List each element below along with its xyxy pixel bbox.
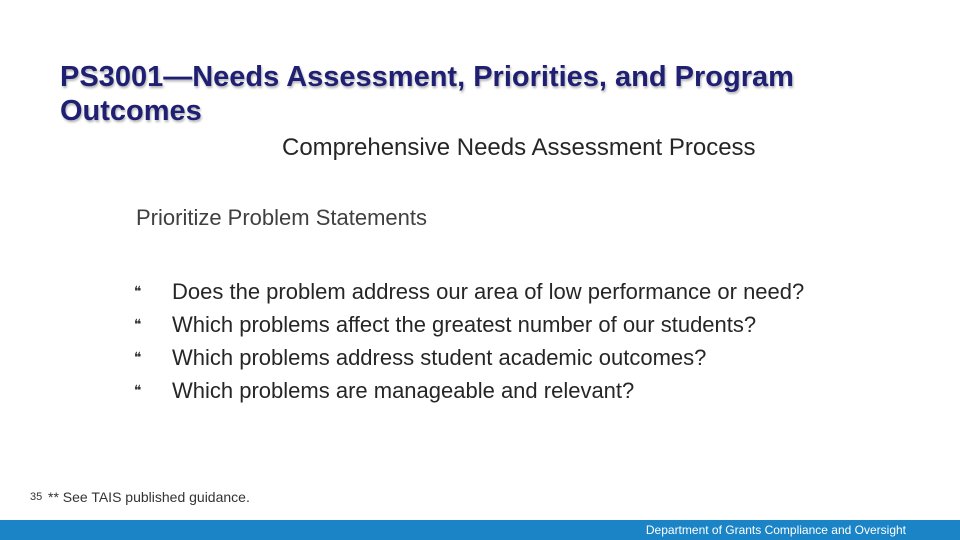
slide-subtitle: Comprehensive Needs Assessment Process	[282, 134, 756, 161]
bullet-list	[134, 275, 824, 407]
footnote: ** See TAIS published guidance.	[48, 489, 250, 505]
quote-bullet-icon: ❝	[134, 316, 142, 332]
bullet-text: Which problems affect the greatest number of our students?	[172, 312, 757, 337]
bullet-text: Which problems are manageable and relevant?	[172, 378, 635, 403]
quote-bullet-icon: ❝	[134, 349, 142, 365]
bullet-item	[134, 275, 824, 308]
bullet-item	[134, 308, 824, 341]
slide-title: PS3001—Needs Assessment, Priorities, and Program Outcomes	[60, 61, 794, 127]
footer-bar	[0, 520, 960, 540]
bullet-text: Does the problem address our area of low performance or need?	[172, 279, 805, 304]
footer-text: Department of Grants Compliance and Oversight	[645, 523, 906, 537]
bullet-item	[134, 341, 824, 374]
bullet-text: Which problems address student academic outcomes?	[172, 345, 707, 370]
quote-bullet-icon: ❝	[134, 382, 142, 398]
slide-number: 35	[30, 491, 43, 503]
section-heading: Prioritize Problem Statements	[136, 205, 427, 230]
quote-bullet-icon: ❝	[134, 283, 142, 299]
bullet-item	[134, 374, 824, 407]
